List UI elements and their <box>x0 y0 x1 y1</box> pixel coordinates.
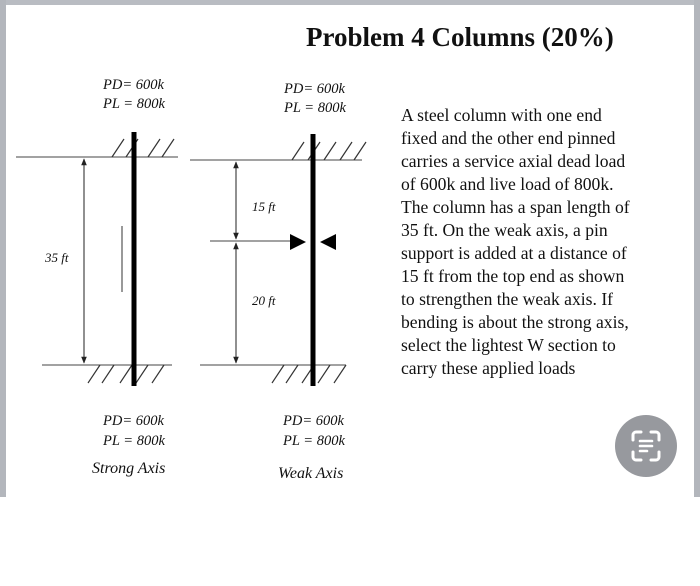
problem-description <box>401 104 663 380</box>
pin-support-right-icon <box>320 234 336 250</box>
weak-top-dead-load: PD= 600k <box>284 81 345 97</box>
description-line: select the lightest W section to <box>401 335 616 355</box>
weak-bottom-dead-load: PD= 600k <box>283 413 344 429</box>
description-line: bending is about the strong axis, <box>401 312 629 332</box>
description-line: carries a service axial dead load <box>401 151 626 171</box>
description-line: to strengthen the weak axis. If <box>401 289 614 309</box>
weak-lower-segment-label: 20 ft <box>252 293 276 308</box>
weak-axis-column <box>190 134 366 386</box>
strong-bottom-dead-load: PD= 600k <box>103 413 164 429</box>
strong-axis-column <box>16 132 178 386</box>
strong-top-dead-load: PD= 600k <box>103 77 164 93</box>
strong-bottom-hatch <box>88 365 164 383</box>
strong-top-live-load: PL = 800k <box>103 96 165 112</box>
weak-top-live-load: PL = 800k <box>284 100 346 116</box>
description-line: A steel column with one end <box>401 105 602 125</box>
description-line: The column has a span length of <box>401 197 630 217</box>
text-scan-icon <box>615 415 677 477</box>
description-line: fixed and the other end pinned <box>401 128 616 148</box>
page-title: Problem 4 Columns (20%) <box>306 22 614 52</box>
description-line: support is added at a distance of <box>401 243 627 263</box>
text-scan-button[interactable] <box>615 415 677 477</box>
strong-bottom-live-load: PL = 800k <box>103 433 165 449</box>
weak-bottom-live-load: PL = 800k <box>283 433 345 449</box>
strong-span-label: 35 ft <box>45 250 69 265</box>
strong-axis-label: Strong Axis <box>92 460 166 477</box>
weak-axis-label: Weak Axis <box>278 465 344 482</box>
weak-top-hatch <box>292 142 366 160</box>
description-line: of 600k and live load of 800k. <box>401 174 614 194</box>
pin-support-left-icon <box>290 234 306 250</box>
description-line: 35 ft. On the weak axis, a pin <box>401 220 608 240</box>
weak-upper-segment-label: 15 ft <box>252 199 276 214</box>
description-line: 15 ft from the top end as shown <box>401 266 625 286</box>
weak-bottom-hatch <box>272 365 346 383</box>
description-line: carry these applied loads <box>401 358 576 378</box>
strong-top-hatch <box>112 139 174 157</box>
